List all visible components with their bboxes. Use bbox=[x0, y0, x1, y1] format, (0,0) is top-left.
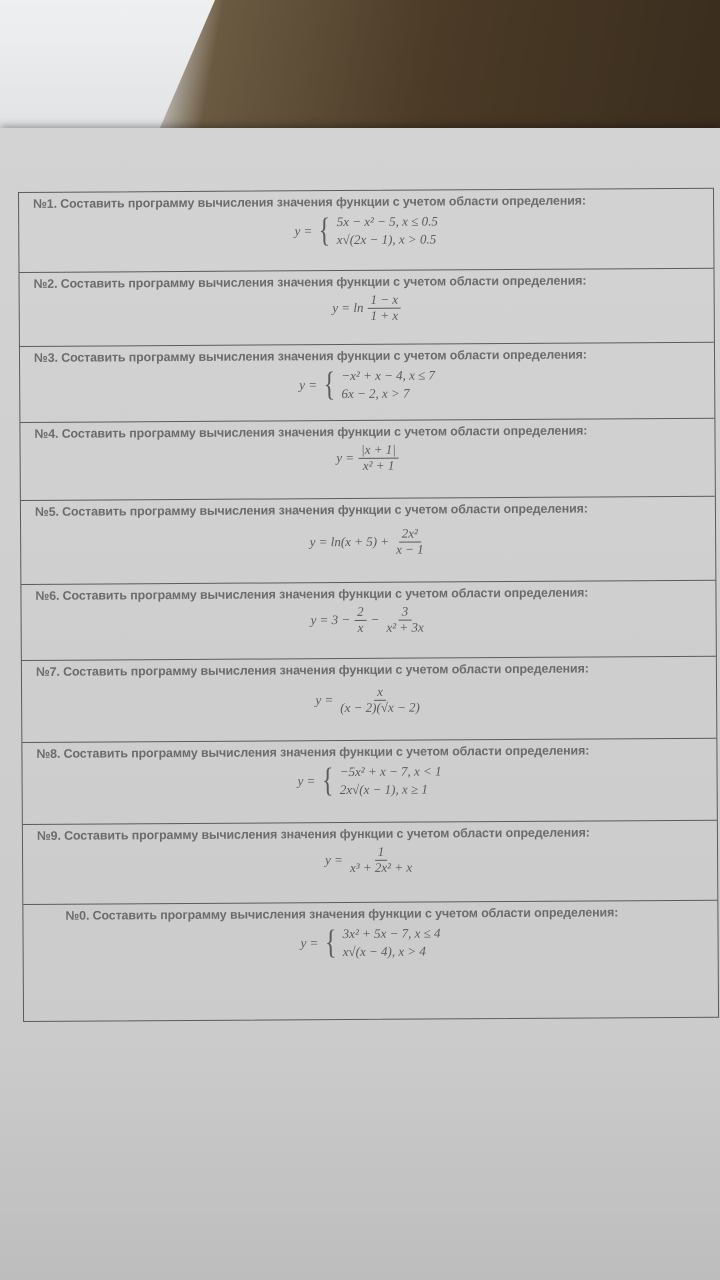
formula bbox=[23, 843, 717, 878]
task-title: №8. Составить программу вычисления значения функции с учетом области определения: bbox=[36, 743, 590, 761]
denominator: x bbox=[357, 619, 364, 635]
task-row-4 bbox=[20, 419, 714, 501]
task-title: №0. Составить программу вычисления значения функции с учетом области определения: bbox=[65, 905, 619, 923]
formula bbox=[20, 291, 714, 326]
formula bbox=[23, 923, 717, 962]
case-1: −x² + x − 4, x ≤ 7 bbox=[341, 367, 436, 384]
denominator-2: x² + 3x bbox=[386, 619, 424, 635]
denominator: x² + 1 bbox=[362, 457, 395, 473]
task-title: №9. Составить программу вычисления значения функции с учетом области определения: bbox=[36, 825, 590, 843]
task-row-2 bbox=[19, 269, 713, 347]
case-2: x√(2x − 1), x > 0.5 bbox=[336, 230, 437, 247]
formula bbox=[23, 761, 717, 800]
denominator: (x − 2)(√x − 2) bbox=[340, 699, 420, 715]
numerator: 1 bbox=[375, 845, 388, 861]
task-title: №1. Составить программу вычисления значения функции с учетом области определения: bbox=[33, 193, 586, 211]
formula-lhs: y = bbox=[325, 852, 343, 868]
task-title: №3. Составить программу вычисления значения функции с учетом области определения: bbox=[33, 347, 587, 365]
formula-lhs: y = bbox=[294, 222, 313, 238]
numerator-2: 3 bbox=[399, 605, 412, 621]
formula bbox=[22, 603, 716, 638]
denominator: 1 + x bbox=[370, 307, 399, 323]
task-title: №6. Составить программу вычисления значения функции с учетом области определения: bbox=[35, 585, 589, 603]
bottom-shade bbox=[0, 1040, 720, 1280]
formula bbox=[21, 441, 715, 476]
task-row-9 bbox=[23, 821, 717, 905]
task-row-7 bbox=[22, 657, 716, 743]
formula-lhs: y = bbox=[336, 450, 355, 466]
denominator: x − 1 bbox=[396, 541, 424, 557]
numerator: 2x² bbox=[399, 527, 421, 543]
numerator: 1 − x bbox=[367, 293, 401, 309]
case-2: x√(x − 4), x > 4 bbox=[342, 943, 426, 959]
formula-lhs: y = bbox=[315, 692, 334, 708]
case-1: −5x² + x − 7, x < 1 bbox=[339, 763, 442, 780]
denominator: x³ + 2x² + x bbox=[349, 859, 413, 875]
numerator: x bbox=[374, 685, 386, 701]
task-title: №5. Составить программу вычисления значения функции с учетом области определения: bbox=[34, 501, 588, 519]
formula-lhs: y = ln(x + 5) + bbox=[309, 534, 390, 550]
task-row-8 bbox=[22, 739, 716, 825]
case-1: 3x² + 5x − 7, x ≤ 4 bbox=[342, 925, 441, 942]
formula bbox=[19, 211, 713, 250]
formula-operator: − bbox=[370, 612, 380, 628]
task-row-6 bbox=[21, 581, 715, 661]
formula bbox=[21, 525, 715, 560]
case-2: 6x − 2, x > 7 bbox=[341, 385, 410, 401]
formula-lhs: y = 3 − bbox=[310, 612, 351, 628]
numerator: |x + 1| bbox=[358, 443, 399, 459]
task-row-5 bbox=[21, 497, 716, 585]
formula-lhs: y = ln bbox=[332, 300, 364, 316]
case-1: 5x − x² − 5, x ≤ 0.5 bbox=[336, 213, 438, 230]
formula-lhs: y = bbox=[299, 376, 318, 392]
task-row-0 bbox=[23, 901, 718, 1020]
brace: { bbox=[323, 365, 336, 403]
brace: { bbox=[318, 211, 331, 249]
task-row-3 bbox=[20, 343, 714, 423]
numerator: 2 bbox=[354, 605, 367, 621]
brace: { bbox=[321, 761, 334, 799]
task-title: №7. Составить программу вычисления значения функции с учетом области определения: bbox=[35, 661, 589, 679]
task-title: №2. Составить программу вычисления значения функции с учетом области определения: bbox=[33, 273, 587, 291]
task-table bbox=[18, 188, 719, 1022]
formula-lhs: y = bbox=[300, 934, 319, 950]
case-2: 2x√(x − 1), x ≥ 1 bbox=[339, 781, 428, 797]
task-row-1 bbox=[19, 189, 713, 273]
formula-lhs: y = bbox=[297, 772, 316, 788]
formula bbox=[20, 365, 714, 404]
brace: { bbox=[324, 923, 337, 961]
task-title: №4. Составить программу вычисления значения функции с учетом области определения: bbox=[34, 423, 588, 441]
formula bbox=[22, 683, 716, 718]
